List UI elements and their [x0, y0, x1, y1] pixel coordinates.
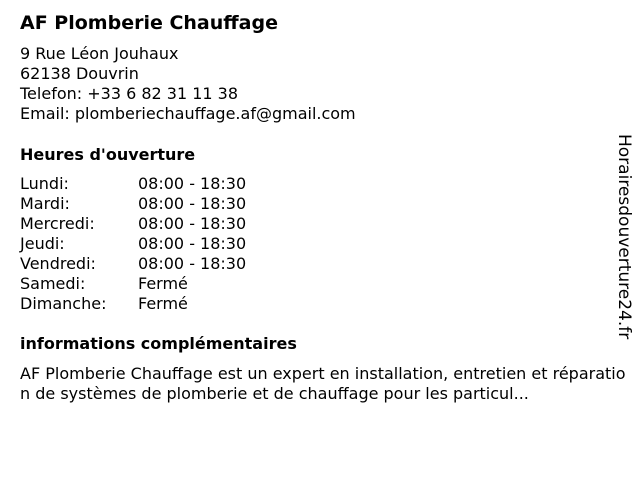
hours-row	[20, 234, 620, 254]
phone-line: Telefon: +33 6 82 31 11 38	[20, 84, 239, 103]
hours-row	[20, 194, 620, 214]
hours-day: Lundi:	[20, 174, 69, 193]
site-watermark: Horairesdouverture24.fr	[614, 134, 634, 340]
hours-day: Vendredi:	[20, 254, 96, 273]
hours-row	[20, 214, 620, 234]
address-city: 62138 Douvrin	[20, 64, 139, 83]
hours-time: Fermé	[138, 274, 188, 293]
email-line: Email: plomberiechauffage.af@gmail.com	[20, 104, 356, 123]
address-street: 9 Rue Léon Jouhaux	[20, 44, 179, 63]
hours-day: Mardi:	[20, 194, 70, 213]
business-description: AF Plomberie Chauffage est un expert en installation, entretien et réparation de systèmes de plomberie et de chauffage pour les particul...	[20, 364, 626, 403]
hours-time: 08:00 - 18:30	[138, 214, 247, 233]
hours-time: Fermé	[138, 294, 188, 313]
hours-time: 08:00 - 18:30	[138, 254, 247, 273]
hours-day: Jeudi:	[20, 234, 65, 253]
hours-row	[20, 294, 620, 314]
hours-time: 08:00 - 18:30	[138, 194, 247, 213]
hours-heading: Heures d'ouverture	[20, 145, 196, 164]
hours-row	[20, 254, 620, 274]
info-heading: informations complémentaires	[20, 334, 297, 353]
hours-day: Dimanche:	[20, 294, 107, 313]
hours-day: Samedi:	[20, 274, 86, 293]
hours-row	[20, 274, 620, 294]
hours-row	[20, 174, 620, 194]
hours-time: 08:00 - 18:30	[138, 234, 247, 253]
hours-time: 08:00 - 18:30	[138, 174, 247, 193]
hours-table	[20, 174, 620, 314]
business-name: AF Plomberie Chauffage	[20, 12, 278, 34]
hours-day: Mercredi:	[20, 214, 95, 233]
